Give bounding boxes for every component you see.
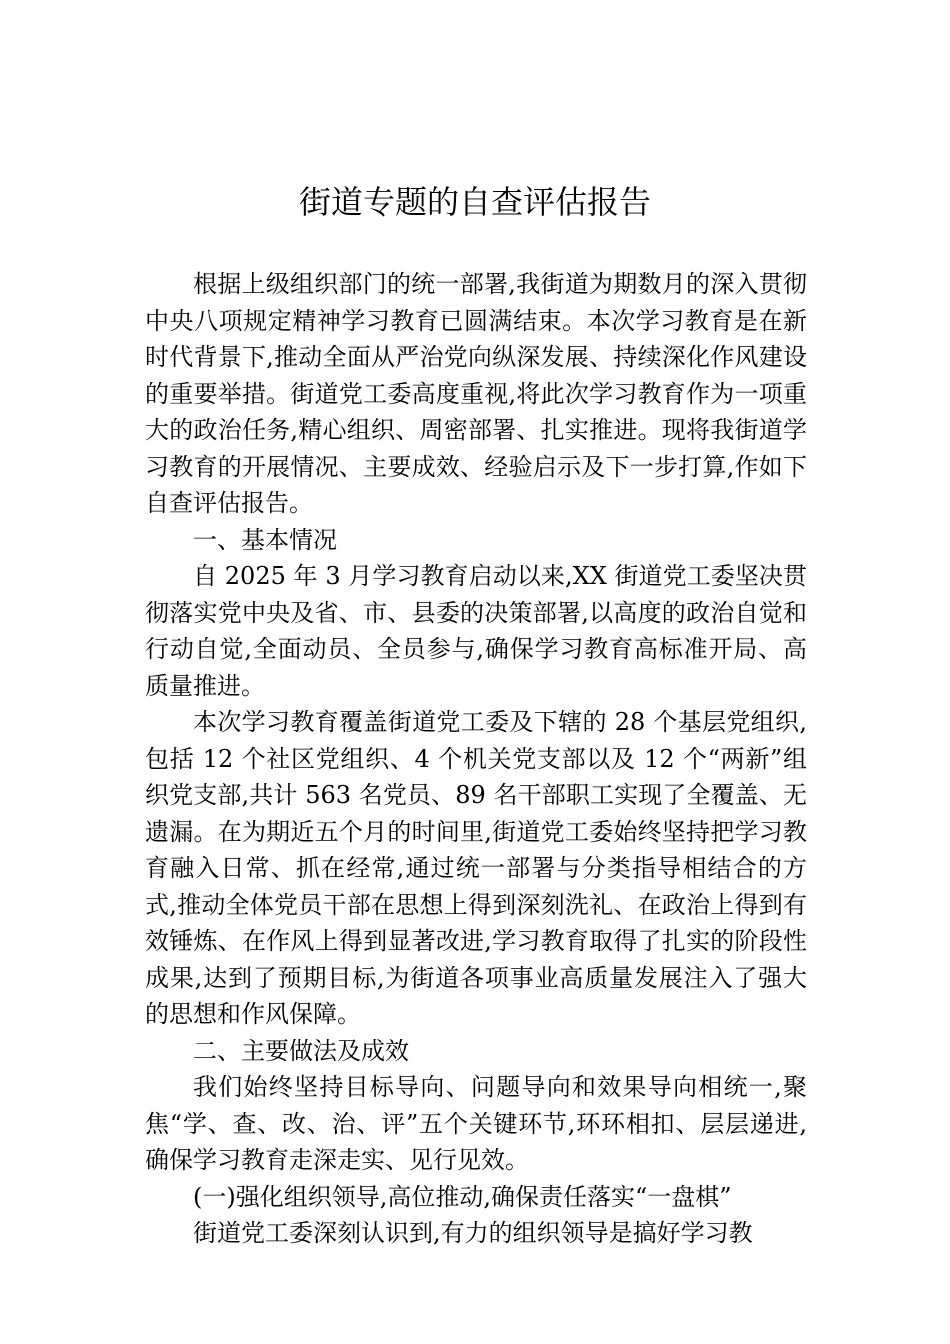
document-title: 街道专题的自查评估报告 (298, 183, 651, 221)
paragraph-practices-intro: 我们始终坚持目标导向、问题导向和效果导向相统一,聚焦“学、查、改、治、评”五个关键环节,环环相扣、层层递进,确保学习教育走深走实、见行见效。 (145, 1073, 807, 1174)
section-heading-main-practices: 二、主要做法及成效 (193, 1036, 409, 1065)
paragraph-intro: 根据上级组织部门的统一部署,我街道为期数月的深入贯彻中央八项规定精神学习教育已圆满结束。本次学习教育是在新时代背景下,推动全面从严治党向纵深发展、持续深化作风建设的重要举措。街道党工委高度重视,将此次学习教育作为一项重大的政治任务,精心组织、周密部署、扎实推进。现将我街道学习教育的开展情况、主要成效、经验启示及下一步打算,作如下自查评估报告。 (145, 270, 807, 517)
section-heading-basic-situation: 一、基本情况 (193, 525, 337, 554)
paragraph-basic-2: 本次学习教育覆盖街道党工委及下辖的 28 个基层党组织,包括 12 个社区党组织、4 个机关党支部以及 12 个“两新”组织党支部,共计 563 名党员、89 名干部职工实现了全覆盖、无遗漏。在为期近五个月的时间里,街道党工委始终坚持把学习教育融入日常、抓在经常,通过统一部署与分类指导相结合的方式,推动全体党员干部在思想上得到深刻洗礼、在政治上得到有效锤炼、在作风上得到显著改进,学习教育取得了扎实的阶段性成果,达到了预期目标,为街道各项事业高质量发展注入了强大的思想和作风保障。 (145, 708, 807, 1028)
paragraph-leadership: 街道党工委深刻认识到,有力的组织领导是搞好学习教 (193, 1219, 753, 1247)
paragraph-basic-1: 自 2025 年 3 月学习教育启动以来,XX 街道党工委坚决贯彻落实党中央及省、市、县委的决策部署,以高度的政治自觉和行动自觉,全面动员、全员参与,确保学习教育高标准开局、高质量推进。 (145, 562, 807, 700)
document-body (145, 266, 807, 1252)
subsection-heading-leadership: (一)强化组织领导,高位推动,确保责任落实“一盘棋” (193, 1182, 732, 1211)
